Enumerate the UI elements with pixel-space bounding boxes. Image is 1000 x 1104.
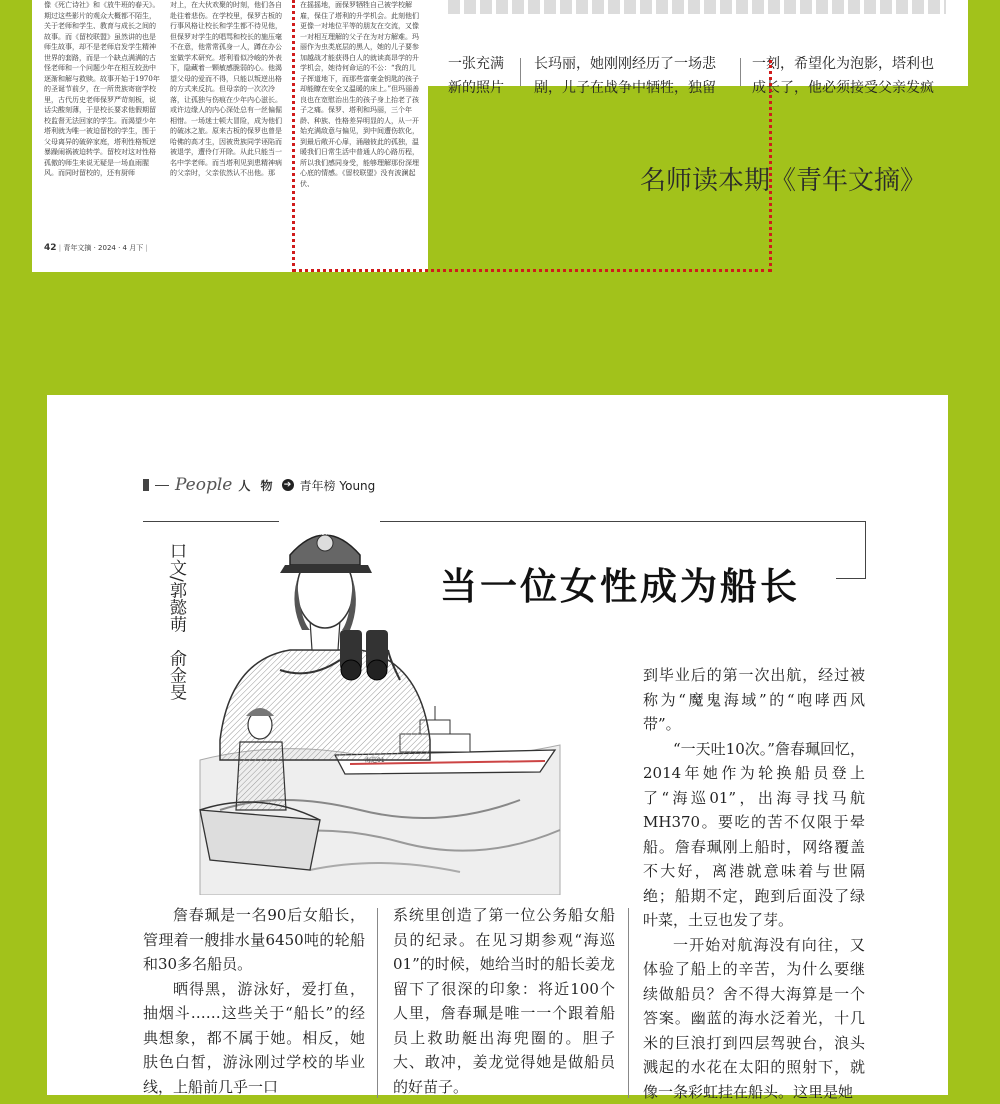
right-col-1	[448, 52, 516, 100]
right-col-1-line-1: 一张充满	[448, 52, 516, 76]
magazine-label: 青年文摘 · 2024 · 4 月下	[63, 244, 143, 252]
article-col3-para-2: “一天吐10次。”詹春珮回忆，2014年她作为轮换船员登上了“海巡01”，出海寻找马航MH370。要吃的苦不仅限于晕船。詹春珮刚上船时，网络覆盖不大好，离港就意味着与世隔绝；船期不定，跑到后面没了绿叶菜，土豆也发了芽。	[643, 737, 865, 933]
article-col1-para-1: 詹春珮是一名90后女船长，管理着一艘排水量6450吨的轮船和30多名船员。	[143, 903, 365, 977]
article-col3-para-3: 一开始对航海没有向往，又体验了船上的辛苦，为什么要继续做船员？舍不得大海算是一个答案。幽蓝的海水泛着光，十几米的巨浪打到四层驾驶台，浪头溅起的水花在太阳的照射下，就像一条彩虹挂在船头。这里是她	[643, 933, 865, 1104]
right-col-2-line-2: 剧，儿子在战争中牺牲，独留	[534, 76, 716, 100]
dotted-guide-bottom	[292, 269, 772, 272]
caption: 名师读本期《青年文摘》	[640, 160, 926, 197]
left-page-column-3: 在摇摇地，面保罗牺牲自己被学校解雇，保住了塔利的升学机会。此刻他们更像一对地位平等的朋友在交流，又像一对相互理解的父子在为对方解难。玛丽作为虫类底层的黑人，她的儿子要参加越战才能获得白人的就读高昂学的升学机会，她待何命运的不公：“我的儿子挥道地下，而那些富豪金钥匙的孩子却能瞭在安全又温暖的床上。”但玛丽善良也在宽慰治出生的孩子身上抬老了孩子之痛。保罗、塔利和玛丽，三个年龄、种族、性格差异明显的人，从一开始充满敌意与偏见，到中间遭伤软化，到最后敞开心扉，涌融彼此的孤独，温暖我们日常生活中普通人的心路历程，所以我们感同身受，能够理解那份深埋心底的情感。《留校联盟》没有波澜起伏、	[300, 0, 422, 260]
rule-right-tail	[836, 578, 866, 579]
body-divider-2	[628, 908, 629, 1098]
article-col2-para-1: 系统里创造了第一位公务船女船员的纪录。在见习期参观“海巡01”的时候，她给当时的船长姜龙留下了很深的印象：将近100个人里，詹春珮是唯一一个跟着船员上救助艇出海兜圈的。胆子大、敢冲，姜龙觉得她是做船员的好苗子。	[393, 903, 615, 1099]
article-col1-para-2: 晒得黑，游泳好，爱打鱼，抽烟斗……这些关于“船长”的经典想象，都不属于她。相反，她肤色白皙，游泳刚过学校的毕业线，上船前几乎一口	[143, 977, 365, 1100]
right-col-divider-2	[740, 58, 741, 86]
column-section: 青年榜 Young	[300, 477, 376, 494]
column-header	[143, 475, 443, 495]
right-col-3-line-1: 一刻，希望化为泡影，塔利也	[752, 52, 934, 76]
right-col-divider-1	[520, 58, 521, 86]
column-renwu: 人 物	[238, 477, 275, 494]
right-col-3-line-2: 成长了，他必须接受父亲发疯	[752, 76, 934, 100]
left-page-footer: 42 | 青年文摘 · 2024 · 4 月下 |	[44, 243, 148, 253]
header-rule	[155, 485, 169, 486]
right-col-2-line-1: 长玛丽，她刚刚经历了一场悲	[534, 52, 716, 76]
article-title: 当一位女性成为船长	[440, 556, 800, 610]
body-divider-1	[377, 908, 378, 1098]
left-page-column-2: 对上，在大伙欢聚的时刻，他们各自赴往着悲伤。在学校里，保罗古板的行事风格让校长和学生都不待见他，但保罗对学生的唱骂和校长的施压毫不在意，他常常孤身一人，蹲在办公室做学术研究。塔利看似冷峻的外表下，隐藏着一颗敏感脆弱的心。他渴望父母的爱而不得，只能以叛逆出格的方式来反抗。但母亲的一次次冷落，让孤独与伤痕在少年内心滋长。或许边缘人的内心深处总有一丝偏倔相惜。一场迷士顿大冒险，成为他们的破冰之旅。原来古板的保罗也曾是哈佛的高才生，因被贵族同学诬陷而被退学，遭伶仃开除。从此只能当一名中学老师。而当塔利见到患精神病的父亲时，父亲依然认不出他。那	[170, 0, 283, 260]
dotted-guide-left	[292, 0, 295, 272]
article-column-2	[393, 903, 615, 1099]
rule-right	[865, 521, 866, 579]
captain-illustration	[160, 510, 570, 895]
article-column-3	[643, 663, 865, 1104]
right-col-1-line-2: 新的照片	[448, 76, 516, 100]
right-col-3	[752, 52, 934, 100]
column-people: People	[175, 475, 232, 495]
top-right-stripe	[448, 0, 946, 14]
header-marker	[143, 479, 149, 491]
article-author: 口文/郭懿萌 俞金旻	[160, 542, 186, 701]
cap-label: CHINA MSA	[311, 531, 340, 537]
arrow-right-icon: ➔	[282, 479, 294, 491]
article-column-1	[143, 903, 365, 1099]
right-col-2	[534, 52, 716, 100]
page-number: 42	[44, 243, 57, 253]
left-page-column-1: 像《死亡诗社》和《放牛班的春天》。期过这些影片的观众大概都不陌生，关于老师和学生、教育与成长之间的故事。而《留校联盟》虽然讲的也是师生故事，却不是老师启发学生精神世界的套路，而是一个缺点满满的古怪老师和一个问题少年在相互较劲中逐渐和解与救赎。故事开始于1970年的圣诞节前夕，在一所贵族寄宿学校里，古代历史老师保罗严苛刻板，说话尖酸刻薄，于是校长要求他假期留校监督无法回家的学生。而渴望少年塔利就为唯一被迫留校的学生，围于父母离异的破碎家庭，塔利性格叛逆暴躁闹祸被迫转学。留校对这对性格孤傲的师生来说无疑是一场血雨腥风。而同时留校的，还有厨师	[44, 0, 162, 240]
article-col3-para-1: 到毕业后的第一次出航，经过被称为“魔鬼海域”的“咆哮西风带”。	[643, 663, 865, 737]
